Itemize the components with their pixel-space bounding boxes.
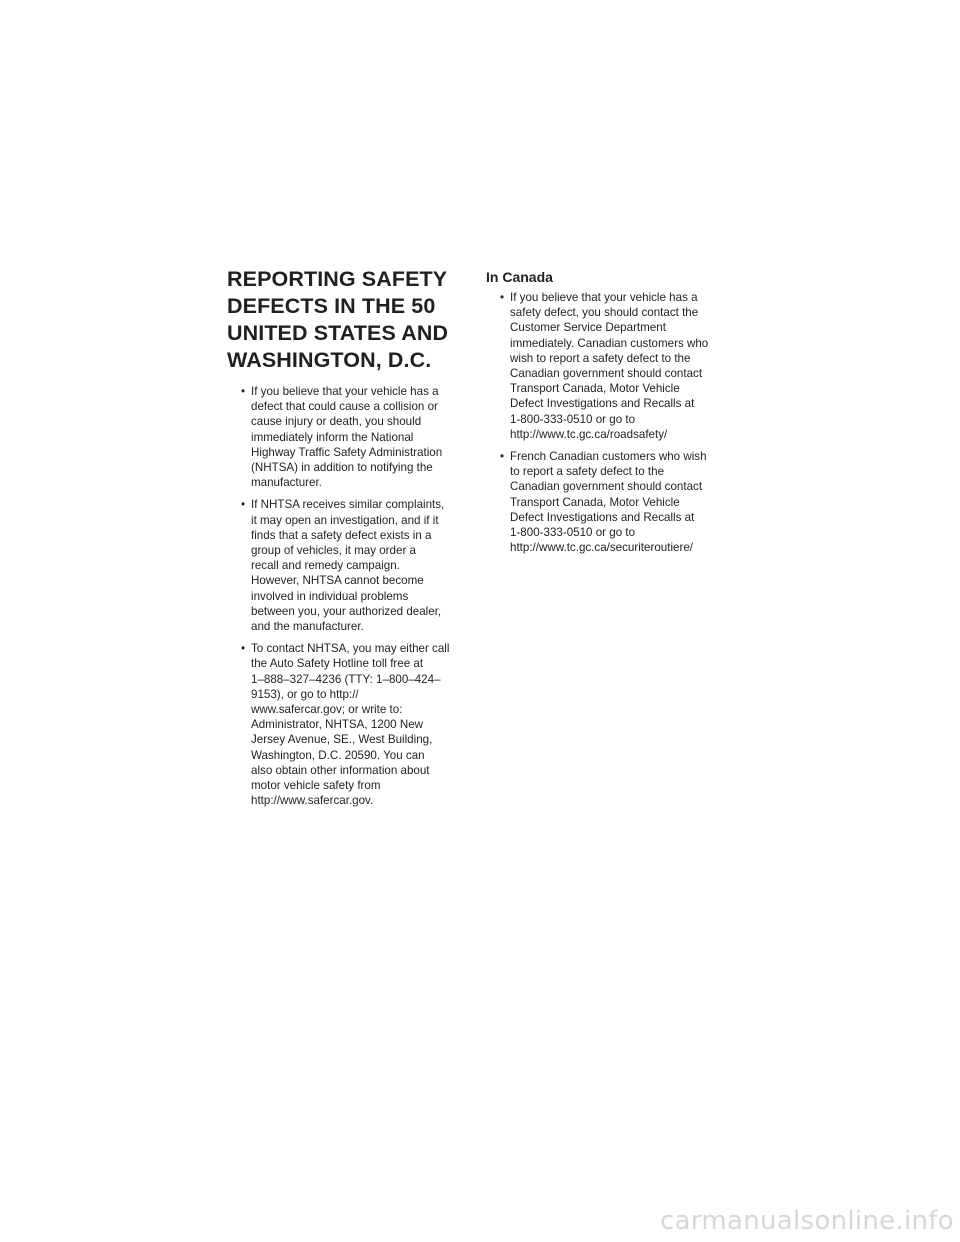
section-heading-us: REPORTING SAFETY DEFECTS IN THE 50 UNITED STATES AND WASHINGTON, D.C.: [227, 267, 449, 372]
list-item-text: To contact NHTSA, you may either call the Auto Safety Hotline toll free at 1–888–327–4236 (TTY: 1–800–424– 9153), or go to http:// www.safercar.gov; or write to: Administrator, NHTSA, 1200 New Jersey Avenue, SE., West Building, Washington, D.C. 20590. You can also obtain other information about motor vehicle safety from http://www.safercar.gov.: [251, 642, 450, 808]
list-item-text: If you believe that your vehicle has a safety defect, you should contact the Customer Service Department immediately. Canadian customers who wish to report a safety defect to the Canadian government should contact Transport Canada, Motor Vehicle Defect Investigations and Recalls at 1-800-333-0510 or go to http://www.tc.gc.ca/roadsafety/: [510, 291, 709, 441]
bullet-icon: •: [241, 498, 246, 512]
list-item-text: If NHTSA receives similar complaints, it may open an investigation, and if it finds that a safety defect exists in a group of vehicles, it may order a recall and remedy campaign. However, NHTSA cannot become involved in individual problems between you, your authorized dealer, and the manufacturer.: [251, 498, 445, 634]
canada-bullet-list: [486, 290, 726, 555]
list-item: [486, 449, 726, 555]
right-column: [486, 268, 726, 562]
bullet-icon: •: [500, 291, 505, 304]
list-item-text: If you believe that your vehicle has a defect that could cause a collision or cause injury or death, you should immediately inform the National Highway Traffic Safety Administration (NHTSA) in addition to notifying the manufacturer.: [251, 385, 443, 490]
list-item: [486, 290, 726, 442]
bullet-icon: •: [500, 450, 505, 464]
bullet-icon: •: [241, 385, 246, 398]
list-item: [227, 641, 467, 808]
list-item-text: French Canadian customers who wish to report a safety defect to the Canadian government should contact Transport Canada, Motor Vehicle Defect Investigations and Recalls at 1-800-333-0510 or go to http://www.tc.gc.ca/securiteroutiere/: [510, 450, 707, 555]
left-column: [227, 266, 467, 815]
list-item: [227, 384, 467, 490]
us-bullet-list: [227, 384, 467, 808]
list-item: [227, 497, 467, 634]
section-heading-canada: In Canada: [486, 269, 553, 285]
watermark-text: carmanualsonline.info: [659, 1206, 954, 1236]
bullet-icon: •: [241, 642, 246, 656]
